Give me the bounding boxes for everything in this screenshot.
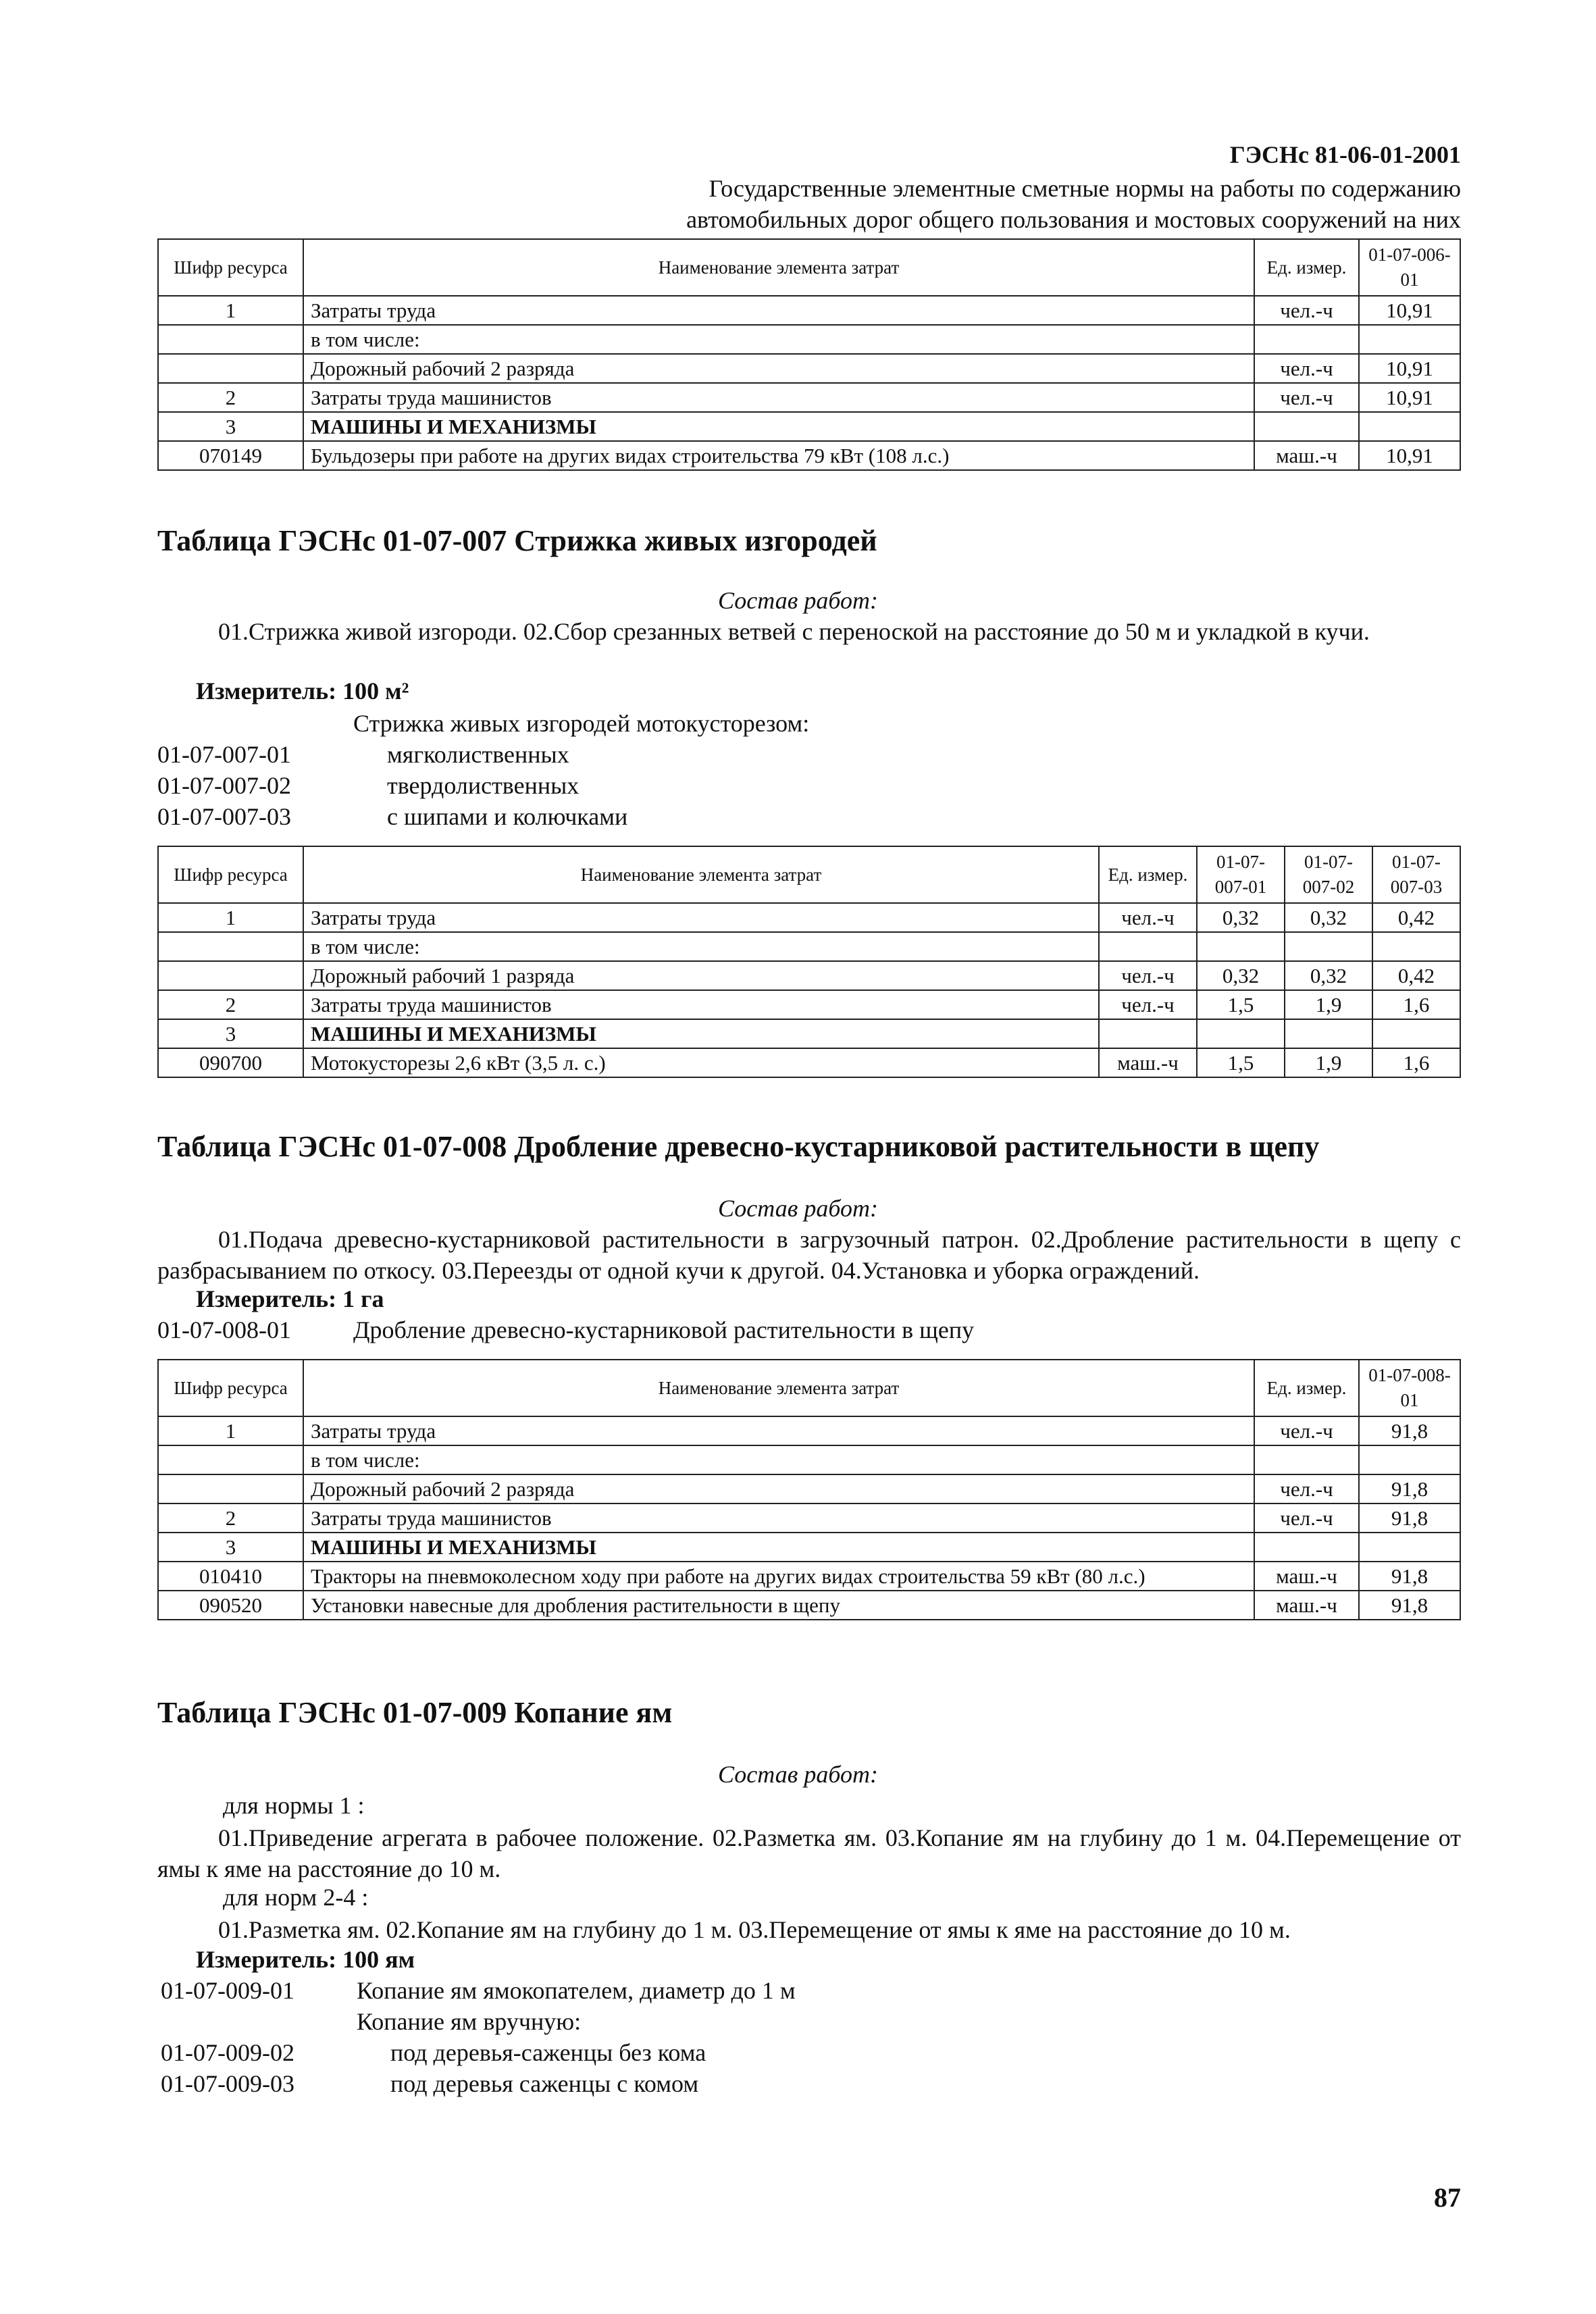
table-row: [158, 296, 1460, 325]
group-label-009: Копание ям вручную:: [357, 2008, 582, 2035]
norm-item: [157, 771, 579, 800]
composition-text-009-2: [157, 1914, 1461, 1945]
col-norm: 01-07-006-01: [1359, 239, 1460, 296]
row-value: 1,9: [1285, 990, 1372, 1019]
table-header-row: [158, 239, 1460, 296]
norm-item: [161, 1976, 796, 2005]
row-code: 1: [158, 1416, 303, 1445]
row-value: 91,8: [1359, 1474, 1460, 1503]
norm-code: 01-07-009-02: [161, 2039, 294, 2066]
row-name: Дорожный рабочий 1 разряда: [303, 961, 1099, 990]
col-name: Наименование элемента затрат: [303, 239, 1254, 296]
measure-008: Измеритель: 1 га: [196, 1285, 384, 1312]
section-title-009: Таблица ГЭСНс 01-07-009 Копание ям: [157, 1696, 673, 1729]
composition-text-008-body: 01.Подача древесно-кустарниковой растительности в загрузочный патрон. 02.Дробление растительности в щепу с разбрасыванием по откосу. 03.Переезды от одной кучи к другой. 04.Установка и уборка ограждений.: [157, 1226, 1461, 1284]
col-norm: 01-07-007-01: [1197, 846, 1285, 903]
page-number: 87: [1434, 2182, 1461, 2213]
row-value: [1197, 1019, 1285, 1048]
row-code: 3: [158, 1019, 303, 1048]
row-value: [1372, 1019, 1460, 1048]
row-unit: [1099, 932, 1197, 961]
norm-item: [157, 740, 569, 769]
row-name: Дорожный рабочий 2 разряда: [303, 354, 1254, 383]
row-value: 0,32: [1285, 903, 1372, 932]
table-row: [158, 354, 1460, 383]
col-name: Наименование элемента затрат: [303, 846, 1099, 903]
composition-text-009-1: [157, 1822, 1461, 1884]
row-value: [1285, 932, 1372, 961]
row-value: [1359, 325, 1460, 354]
norm-name: с шипами и колючками: [387, 803, 628, 830]
row-value: [1359, 412, 1460, 441]
row-unit: чел.-ч: [1099, 990, 1197, 1019]
row-unit: чел.-ч: [1099, 961, 1197, 990]
row-code: 3: [158, 412, 303, 441]
row-value: 0,42: [1372, 903, 1460, 932]
composition-text-007-body: 01.Стрижка живой изгороди. 02.Сбор срезанных ветвей с переноской на расстояние до 50 м и укладкой в кучи.: [218, 618, 1370, 645]
row-value: 0,32: [1285, 961, 1372, 990]
row-unit: чел.-ч: [1254, 354, 1359, 383]
table-row: [158, 412, 1460, 441]
col-norm: 01-07-007-02: [1285, 846, 1372, 903]
row-unit: маш.-ч: [1254, 441, 1359, 470]
row-unit: маш.-ч: [1254, 1562, 1359, 1591]
row-unit: маш.-ч: [1254, 1591, 1359, 1620]
norm-code: 01-07-007-01: [157, 741, 291, 768]
norm-name: Дробление древесно-кустарниковой растительности в щепу: [353, 1316, 975, 1343]
row-value: 91,8: [1359, 1416, 1460, 1445]
table-header-row: [158, 1360, 1460, 1416]
table-row: [158, 441, 1460, 470]
row-unit: [1254, 412, 1359, 441]
table-row: [158, 932, 1460, 961]
cost-table-006: [157, 238, 1461, 471]
row-value: 10,91: [1359, 383, 1460, 412]
norm-name: под деревья-саженцы без кома: [390, 2039, 706, 2066]
col-unit: Ед. измер.: [1254, 1360, 1359, 1416]
row-name: Дорожный рабочий 2 разряда: [303, 1474, 1254, 1503]
row-value: 91,8: [1359, 1503, 1460, 1533]
for-norms-2-4-label: для норм 2-4 :: [223, 1884, 369, 1911]
row-value: 10,91: [1359, 354, 1460, 383]
row-value: 0,32: [1197, 903, 1285, 932]
row-value: 1,6: [1372, 990, 1460, 1019]
composition-text-009-2-body: 01.Разметка ям. 02.Копание ям на глубину до 1 м. 03.Перемещение от ямы к яме на расстояние до 10 м.: [218, 1916, 1291, 1943]
for-norm-1-label: для нормы 1 :: [223, 1792, 365, 1819]
row-value: 10,91: [1359, 441, 1460, 470]
col-norm: 01-07-008-01: [1359, 1360, 1460, 1416]
row-name: в том числе:: [303, 325, 1254, 354]
row-code: 2: [158, 383, 303, 412]
row-unit: [1254, 1533, 1359, 1562]
row-name: Затраты труда машинистов: [303, 1503, 1254, 1533]
measure-009: Измеритель: 100 ям: [196, 1946, 415, 1973]
composition-text-007: [157, 616, 1461, 647]
row-name: Бульдозеры при работе на других видах строительства 79 кВт (108 л.с.): [303, 441, 1254, 470]
composition-label-008: Состав работ:: [718, 1195, 878, 1222]
row-code: [158, 325, 303, 354]
document-code: ГЭСНс 81-06-01-2001: [1229, 141, 1461, 168]
norm-code: 01-07-007-02: [157, 772, 291, 799]
row-unit: чел.-ч: [1254, 1416, 1359, 1445]
row-name: Мотокусторезы 2,6 кВт (3,5 л. с.): [303, 1048, 1099, 1077]
col-unit: Ед. измер.: [1254, 239, 1359, 296]
cost-table-008: [157, 1359, 1461, 1620]
table-row: [158, 383, 1460, 412]
section-title-008: Таблица ГЭСНс 01-07-008 Дробление древесно-кустарниковой растительности в щепу: [157, 1130, 1320, 1163]
table-row: [158, 1474, 1460, 1503]
row-value: 91,8: [1359, 1591, 1460, 1620]
row-unit: [1099, 1019, 1197, 1048]
row-unit: чел.-ч: [1254, 1474, 1359, 1503]
row-unit: маш.-ч: [1099, 1048, 1197, 1077]
row-name: Тракторы на пневмоколесном ходу при работе на других видах строительства 59 кВт (80 л.с.): [303, 1562, 1254, 1591]
table-row: [158, 325, 1460, 354]
row-code: [158, 1474, 303, 1503]
row-name: МАШИНЫ И МЕХАНИЗМЫ: [303, 1533, 1254, 1562]
col-cipher: Шифр ресурса: [158, 846, 303, 903]
row-value: 10,91: [1359, 296, 1460, 325]
row-code: 1: [158, 296, 303, 325]
norm-name: твердолиственных: [387, 772, 580, 799]
row-name: Затраты труда машинистов: [303, 990, 1099, 1019]
norm-item: [161, 2038, 706, 2067]
row-value: 0,42: [1372, 961, 1460, 990]
norm-item: [161, 2069, 698, 2098]
document-description-line-1: Государственные элементные сметные нормы на работы по содержанию: [709, 175, 1461, 202]
table-row: [158, 990, 1460, 1019]
norm-name: мягколиственных: [387, 741, 569, 768]
row-name: Затраты труда машинистов: [303, 383, 1254, 412]
row-value: [1197, 932, 1285, 961]
row-code: [158, 932, 303, 961]
document-description: [380, 173, 1461, 235]
norm-name: Копание ям ямокопателем, диаметр до 1 м: [357, 1977, 796, 2004]
norm-code: 01-07-009-01: [161, 1977, 294, 2004]
cost-table-007: [157, 846, 1461, 1078]
row-code: 090520: [158, 1591, 303, 1620]
row-name: МАШИНЫ И МЕХАНИЗМЫ: [303, 412, 1254, 441]
row-value: [1372, 932, 1460, 961]
row-code: [158, 1445, 303, 1474]
row-unit: чел.-ч: [1254, 296, 1359, 325]
row-value: 1,6: [1372, 1048, 1460, 1077]
row-value: 1,9: [1285, 1048, 1372, 1077]
row-unit: чел.-ч: [1254, 383, 1359, 412]
col-norm: 01-07-007-03: [1372, 846, 1460, 903]
row-code: 090700: [158, 1048, 303, 1077]
col-unit: Ед. измер.: [1099, 846, 1197, 903]
table-row: [158, 1533, 1460, 1562]
table-row: [158, 1591, 1460, 1620]
composition-label-007: Состав работ:: [718, 587, 878, 614]
norm-code: 01-07-009-03: [161, 2070, 294, 2097]
table-row: [158, 961, 1460, 990]
row-value: [1285, 1019, 1372, 1048]
table-row: [158, 1445, 1460, 1474]
row-code: 3: [158, 1533, 303, 1562]
composition-text-009-1-body: 01.Приведение агрегата в рабочее положение. 02.Разметка ям. 03.Копание ям на глубину до 1 м. 04.Перемещение от ямы к яме на расстояние до 10 м.: [157, 1824, 1461, 1882]
row-unit: чел.-ч: [1254, 1503, 1359, 1533]
composition-text-008: [157, 1224, 1461, 1286]
row-code: 1: [158, 903, 303, 932]
row-code: 2: [158, 1503, 303, 1533]
row-code: 070149: [158, 441, 303, 470]
row-value: [1359, 1533, 1460, 1562]
row-value: 91,8: [1359, 1562, 1460, 1591]
row-name: в том числе:: [303, 932, 1099, 961]
table-row: [158, 1048, 1460, 1077]
row-code: [158, 354, 303, 383]
col-name: Наименование элемента затрат: [303, 1360, 1254, 1416]
norm-item: [157, 1316, 974, 1344]
row-name: МАШИНЫ И МЕХАНИЗМЫ: [303, 1019, 1099, 1048]
row-unit: чел.-ч: [1099, 903, 1197, 932]
col-cipher: Шифр ресурса: [158, 239, 303, 296]
row-code: [158, 961, 303, 990]
table-row: [158, 1019, 1460, 1048]
row-name: Затраты труда: [303, 903, 1099, 932]
norm-item: [157, 802, 627, 831]
table-header-row: [158, 846, 1460, 903]
row-value: 1,5: [1197, 1048, 1285, 1077]
measure-007: Измеритель: 100 м²: [196, 677, 409, 704]
row-code: 2: [158, 990, 303, 1019]
row-value: [1359, 1445, 1460, 1474]
group-label-007: Стрижка живых изгородей мотокусторезом:: [353, 710, 810, 737]
row-code: 010410: [158, 1562, 303, 1591]
row-name: в том числе:: [303, 1445, 1254, 1474]
row-value: 1,5: [1197, 990, 1285, 1019]
norm-code: 01-07-008-01: [157, 1316, 291, 1343]
row-name: Установки навесные для дробления растительности в щепу: [303, 1591, 1254, 1620]
col-cipher: Шифр ресурса: [158, 1360, 303, 1416]
composition-label-009: Состав работ:: [718, 1761, 878, 1788]
row-unit: [1254, 1445, 1359, 1474]
table-row: [158, 1503, 1460, 1533]
row-value: 0,32: [1197, 961, 1285, 990]
section-title-007: Таблица ГЭСНс 01-07-007 Стрижка живых изгородей: [157, 524, 877, 557]
norm-code: 01-07-007-03: [157, 803, 291, 830]
document-description-line-2: автомобильных дорог общего пользования и мостовых сооружений на них: [686, 206, 1461, 233]
row-name: Затраты труда: [303, 296, 1254, 325]
row-unit: [1254, 325, 1359, 354]
row-name: Затраты труда: [303, 1416, 1254, 1445]
norm-name: под деревья саженцы с комом: [390, 2070, 699, 2097]
table-row: [158, 1416, 1460, 1445]
table-row: [158, 903, 1460, 932]
table-row: [158, 1562, 1460, 1591]
